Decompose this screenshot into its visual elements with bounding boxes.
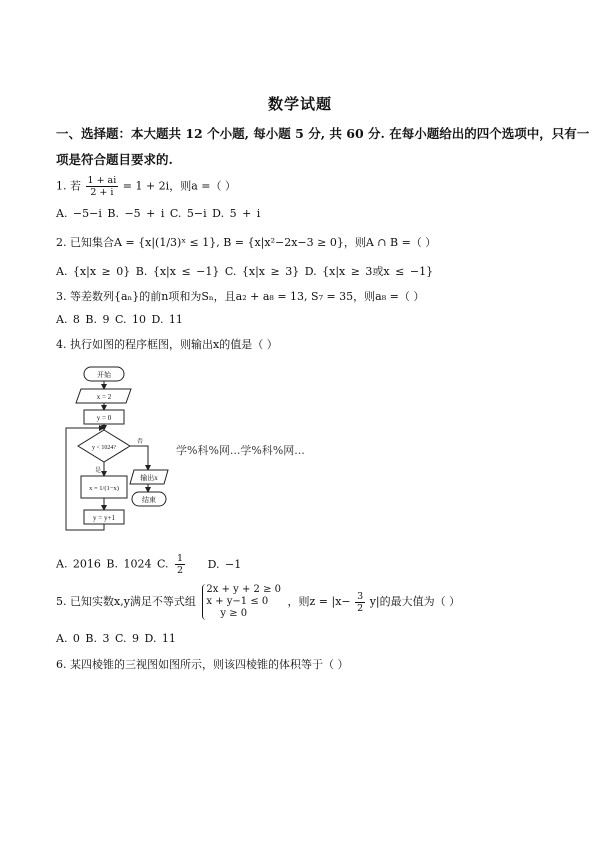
question-6: 6. 某四棱锥的三视图如图所示，则该四棱锥的体积等于（ ） (56, 658, 349, 671)
q1-prefix: 1. 若 (56, 179, 81, 193)
question-1 (56, 175, 236, 198)
q2-options: A. {x|x ≥ 0} B. {x|x ≤ −1} C. {x|x ≥ 3} D. {x|x ≥ 3或x ≤ −1} (56, 265, 434, 278)
q5-mid: ，则z = |x− (287, 595, 351, 608)
watermark-text: 学%科%网...学%科%网... (176, 444, 305, 457)
flow-start-text: 开始 (97, 371, 111, 379)
flow-no-label: 否 (136, 439, 144, 445)
q4-option-d: D. −1 (207, 557, 242, 571)
q5-constraint-2: x + y−1 ≤ 0 (206, 596, 269, 607)
flow-cond-text: y < 1024? (91, 445, 117, 451)
q1-fraction-num: 1 + ai (87, 175, 117, 186)
section-header-line1: 一、选择题：本大题共 12 个小题, 每小题 5 分, 共 60 分. 在每小题给出的四个选项中，只有一 (56, 126, 590, 141)
q5-suffix: y|的最大值为（ ） (369, 595, 461, 608)
q5-prefix: 5. 已知实数x,y满足不等式组 (56, 595, 196, 608)
section-header-line2: 项是符合题目要求的. (56, 152, 173, 167)
q5-constraint-1: 2x + y + 2 ≥ 0 (206, 584, 281, 595)
q5-fraction-den: 2 (357, 602, 364, 614)
flow-update-y-text: y = y+1 (93, 514, 115, 522)
q5-constraint-3: y ≥ 0 (220, 608, 248, 619)
q5-fraction (355, 591, 365, 614)
q4-option-c-num: 1 (177, 553, 184, 564)
flow-end-text: 结束 (142, 496, 156, 504)
q5-constraint-system (202, 584, 281, 620)
q1-suffix: = 1 + 2i，则a =（ ） (122, 179, 236, 193)
q4-option-c-fraction (175, 553, 185, 576)
q4-options-ab: A. 2016 B. 1024 C. (56, 557, 169, 571)
q5-fraction-num: 3 (357, 590, 364, 602)
flow-yinit-text: y = 0 (96, 414, 112, 422)
q4-option-c-den: 2 (177, 565, 184, 576)
q1-options: A. −5−i B. −5 + i C. 5−i D. 5 + i (56, 207, 261, 220)
q1-fraction-den: 2 + i (90, 187, 114, 198)
flow-update-x-text: x = 1/(1−x) (89, 485, 119, 492)
q1-fraction (86, 175, 119, 198)
question-4: 4. 执行如图的程序框图，则输出x的值是（ ） (56, 338, 278, 351)
q3-options: A. 8 B. 9 C. 10 D. 11 (56, 313, 183, 326)
page-title: 数学试题 (267, 95, 332, 113)
question-2: 2. 已知集合A = {x|(1/3)ˣ ≤ 1}, B = {x|x²−2x−3 ≥ 0}，则A ∩ B =（ ） (56, 236, 437, 249)
flow-yes-label: 是 (94, 468, 102, 474)
question-5 (56, 584, 460, 620)
question-3: 3. 等差数列{aₙ}的前n项和为Sₙ，且a₂ + a₈ = 13, S₇ = 35，则a₈ =（ ） (56, 290, 425, 303)
flow-xinit-text: x = 2 (96, 393, 112, 401)
q5-options: A. 0 B. 3 C. 9 D. 11 (56, 632, 176, 645)
flow-output-text: 输出x (140, 474, 158, 482)
q4-options (56, 553, 241, 576)
